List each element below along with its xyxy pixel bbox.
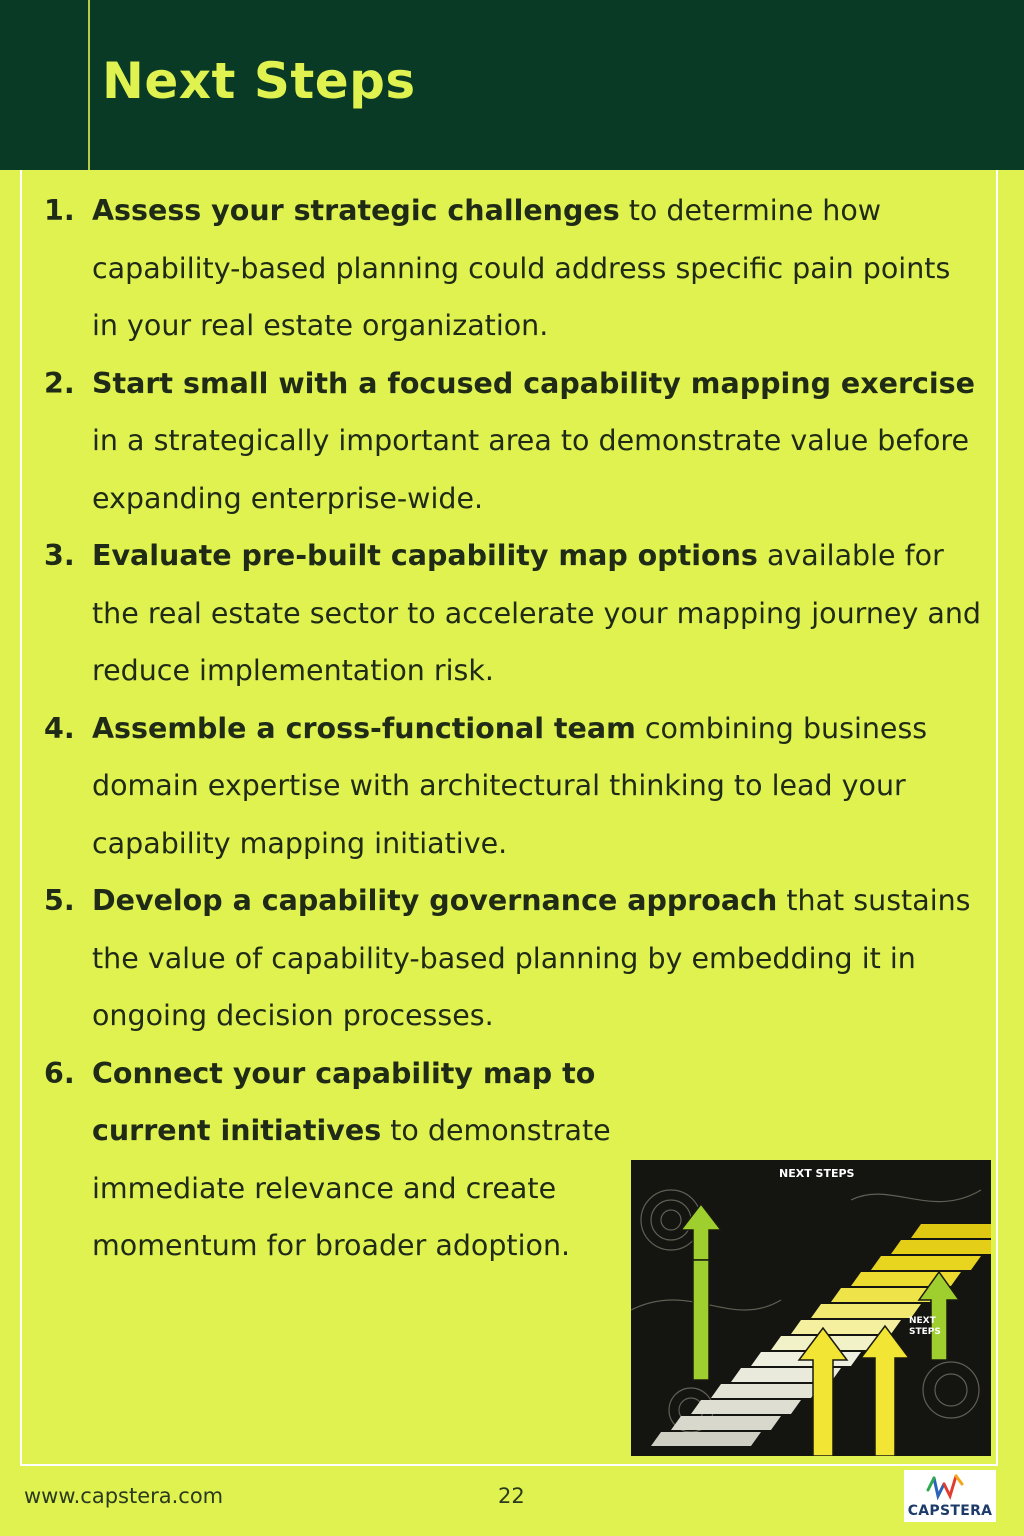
page-title: Next Steps [102, 52, 416, 110]
company-logo [904, 1470, 996, 1522]
step-item [44, 355, 984, 528]
step-text: that sustains the value of capability-based planning by embedding it in ongoing decision processes. [92, 884, 971, 1032]
logo-mark-icon [904, 1470, 996, 1504]
next-steps-list [44, 182, 984, 1275]
page-number: 22 [498, 1484, 525, 1508]
step-text: to determine how capability-based planning could address specific pain points in your real estate organization. [92, 194, 951, 342]
step-heading: Assess your strategic challenges [92, 194, 620, 227]
step-item [44, 182, 984, 355]
step-number: 2. [44, 366, 75, 400]
header-divider [88, 0, 90, 170]
logo-text: CAPSTERA [907, 1503, 993, 1519]
illustration-label-side-2: STEPS [909, 1327, 941, 1337]
illustration-label-side-1: NEXT [909, 1316, 936, 1326]
step-heading: Develop a capability governance approach [92, 884, 778, 917]
step-number: 5. [44, 884, 75, 917]
next-steps-illustration [631, 1160, 991, 1456]
step-text: to demonstrate immediate relevance and create momentum for broader adoption. [92, 1114, 611, 1262]
step-text: available for the real estate sector to accelerate your mapping journey and reduce implementation risk. [92, 539, 981, 687]
header-bar [0, 0, 1024, 170]
footer-url[interactable]: www.capstera.com [24, 1484, 224, 1508]
step-number: 4. [44, 711, 75, 745]
step-item [44, 527, 984, 700]
step-item [44, 700, 984, 873]
step-heading: Start small with a focused capability mapping exercise [92, 366, 975, 400]
step-number: 1. [44, 194, 75, 227]
step-number: 6. [44, 1056, 75, 1090]
step-text: in a strategically important area to demonstrate value before expanding enterprise-wide. [92, 424, 970, 515]
illustration-label-top: NEXT STEPS [779, 1167, 855, 1180]
step-item [44, 872, 984, 1045]
step-text: combining business domain expertise with architectural thinking to lead your capability mapping initiative. [92, 711, 928, 860]
step-heading: Evaluate pre-built capability map options [92, 539, 758, 572]
step-number: 3. [44, 539, 75, 572]
step-heading: Connect your capability map to current initiatives [92, 1056, 596, 1147]
step-heading: Assemble a cross-functional team [92, 711, 636, 745]
